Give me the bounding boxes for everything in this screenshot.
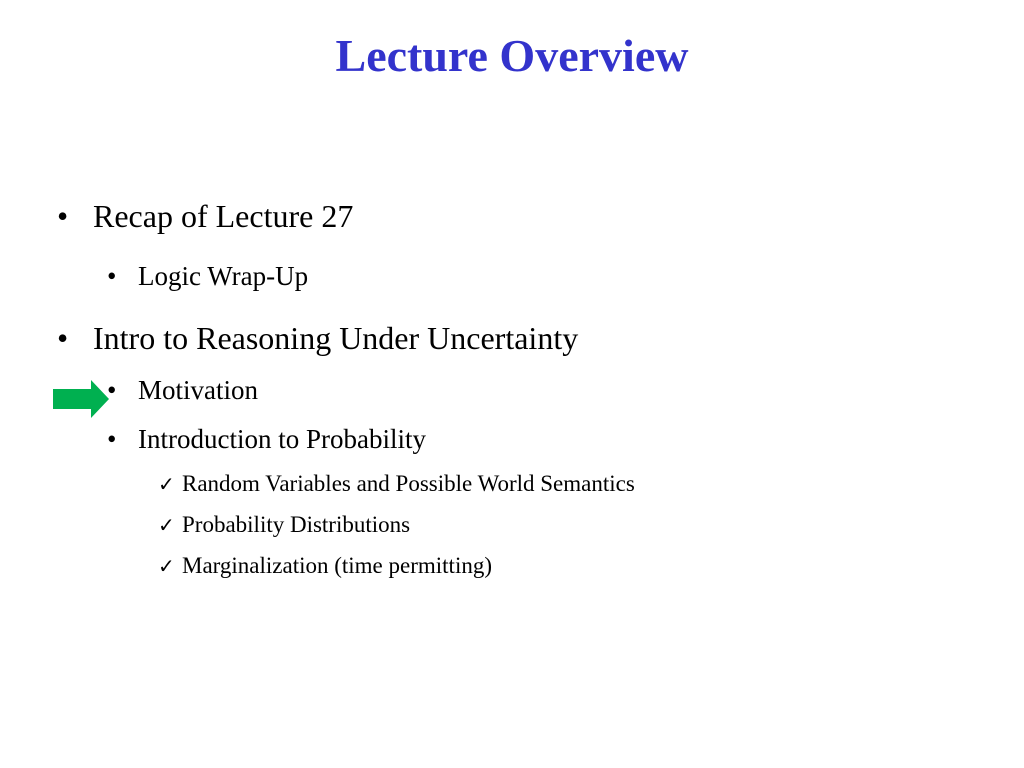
bullet-text: Recap of Lecture 27 [93, 198, 354, 234]
checkmark-icon: ✓ [158, 472, 175, 496]
bullet-item-recap [57, 200, 353, 232]
check-item-distributions [158, 513, 410, 536]
check-item-random-variables [158, 472, 635, 495]
bullet-text: Intro to Reasoning Under Uncertainty [93, 320, 579, 356]
sub-bullet-text: Motivation [138, 375, 258, 405]
check-item-marginalization [158, 554, 492, 577]
sub-bullet-text: Logic Wrap-Up [138, 261, 309, 291]
bullet-icon: • [107, 261, 117, 291]
bullet-icon: • [57, 320, 69, 356]
bullet-icon: • [107, 424, 117, 454]
right-arrow-icon [53, 379, 109, 419]
check-item-text: Random Variables and Possible World Semantics [182, 471, 635, 496]
checkmark-icon: ✓ [158, 513, 175, 537]
sub-bullet-item-logic [107, 263, 308, 290]
bullet-icon: • [57, 198, 69, 234]
checkmark-icon: ✓ [158, 554, 175, 578]
sub-bullet-text: Introduction to Probability [138, 424, 426, 454]
bullet-item-intro [57, 322, 578, 354]
slide-title: Lecture Overview [335, 30, 689, 81]
sub-bullet-item-motivation [107, 377, 258, 404]
sub-bullet-item-probability [107, 426, 426, 453]
bullet-icon: • [107, 375, 117, 405]
check-item-text: Marginalization (time permitting) [182, 553, 492, 578]
check-item-text: Probability Distributions [182, 512, 411, 537]
